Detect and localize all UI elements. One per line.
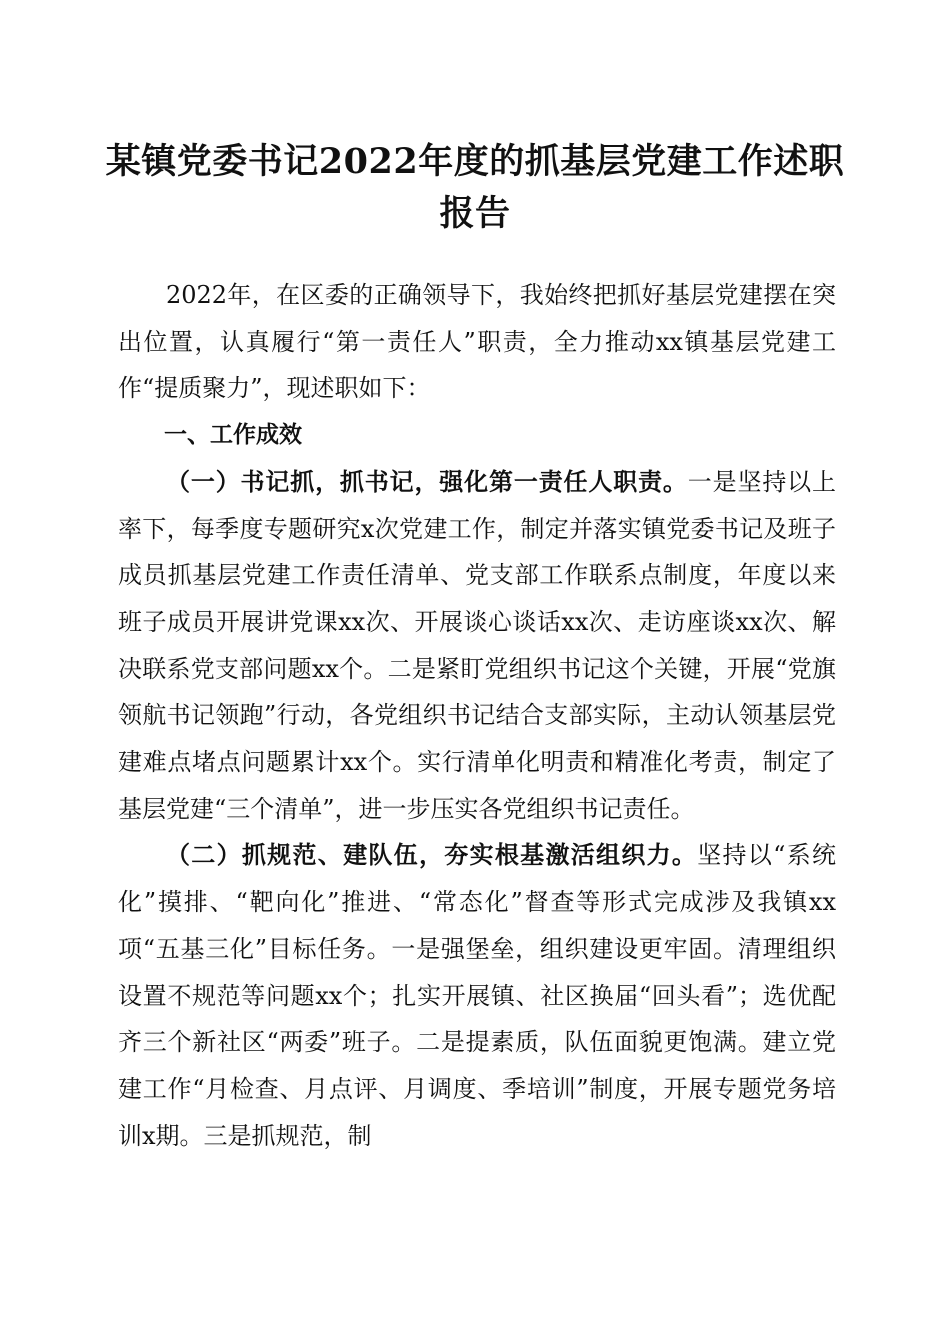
paragraph-1 — [118, 459, 836, 833]
paragraph-1-body: 一是坚持以上率下，每季度专题研究x次党建工作，制定并落实镇党委书记及班子成员抓基层党建工作责任清单、党支部工作联系点制度，年度以来班子成员开展讲党课xx次、开展谈心谈话xx次、走访座谈xx次、解决联系党支部问题xx个。二是紧盯党组织书记这个关键，开展“党旗领航书记领跑”行动，各党组织书记结合支部实际，主动认领基层党建难点堵点问题累计xx个。实行清单化明责和精准化考责，制定了基层党建“三个清单”，进一步压实各党组织书记责任。 — [118, 467, 837, 823]
document-body — [118, 272, 836, 1159]
paragraph-2-body: 坚持以“系统化”摸排、“靶向化”推进、“常态化”督查等形式完成涉及我镇xx项“五基三化”目标任务。一是强堡垒，组织建设更牢固。清理组织设置不规范等问题xx个；扎实开展镇、社区换届“回头看”；选优配齐三个新社区“两委”班子。二是提素质，队伍面貌更饱满。建立党建工作“月检查、月点评、月调度、季培训”制度，开展专题党务培训x期。三是抓规范，制 — [118, 841, 836, 1150]
intro-paragraph: 2022年，在区委的正确领导下，我始终把抓好基层党建摆在突出位置，认真履行“第一责任人”职责，全力推动xx镇基层党建工作“提质聚力”，现述职如下： — [118, 281, 836, 403]
section-heading: 一、工作成效 — [164, 422, 302, 449]
paragraph-1-lead: （一）书记抓，抓书记，强化第一责任人职责。 — [166, 466, 688, 496]
document-title: 某镇党委书记2022年度的抓基层党建工作述职报告 — [105, 141, 845, 234]
paragraph-2-lead: （二）抓规范、建队伍，夯实根基激活组织力。 — [166, 840, 698, 870]
paragraph-2 — [118, 832, 836, 1159]
